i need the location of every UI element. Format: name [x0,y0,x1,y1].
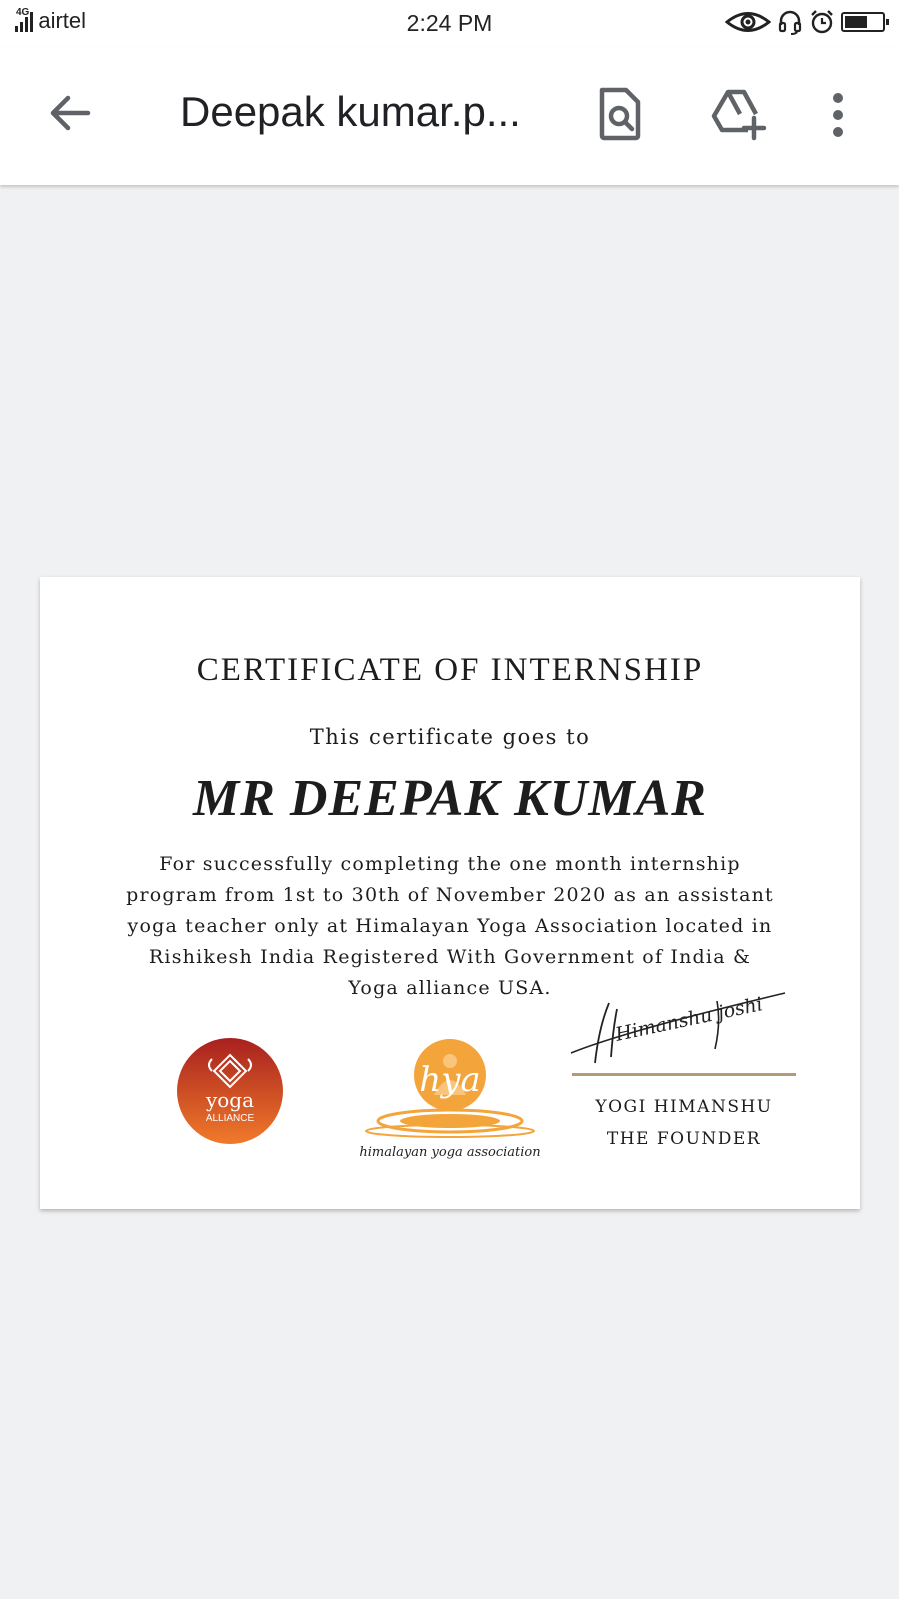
founder-name: YOGI HIMANSHU [595,1097,773,1117]
add-to-drive-icon[interactable] [710,86,770,142]
status-time: 2:24 PM [406,10,493,36]
more-vert-icon[interactable] [826,90,850,140]
certificate-page [40,577,860,1209]
certificate-subtitle: This certificate goes to [309,725,591,749]
carrier-name: airtel [38,8,87,33]
find-in-page-icon[interactable] [596,86,644,142]
hya-emblem [350,1035,550,1143]
headset-icon [777,9,803,35]
recipient-name: MR DEEPAK KUMAR [193,770,707,827]
network-type: 4G [16,7,30,18]
hya-mark: hya [419,1060,481,1100]
founder-signature [565,987,795,1067]
battery-icon [841,12,885,32]
certificate-title: CERTIFICATE OF INTERNSHIP [196,652,704,688]
app-bar [0,48,899,185]
certificate-body: For successfully completing the one month internship program from 1st to 30th of November 2020 as an assistant yoga teacher only at Himalayan Yoga Association located in Rishikesh India Registered With Government of India & Yoga alliance USA. [126,853,774,999]
hya-logo [350,1035,550,1163]
yoga-alliance-line2: ALLIANCE [205,1113,255,1124]
alarm-icon [809,9,835,35]
status-right [725,9,885,35]
status-bar [0,0,899,48]
yoga-alliance-logo [176,1037,284,1145]
signature-text: Himanshu joshi [613,993,765,1046]
yoga-alliance-line1: yoga [205,1088,255,1112]
signature-line [572,1073,796,1076]
eye-icon [725,9,771,35]
back-arrow-icon[interactable] [44,88,94,138]
founder-role: THE FOUNDER [606,1129,762,1149]
file-title: Deepak kumar.p... [180,88,521,135]
hya-caption: himalayan yoga association [359,1145,541,1160]
